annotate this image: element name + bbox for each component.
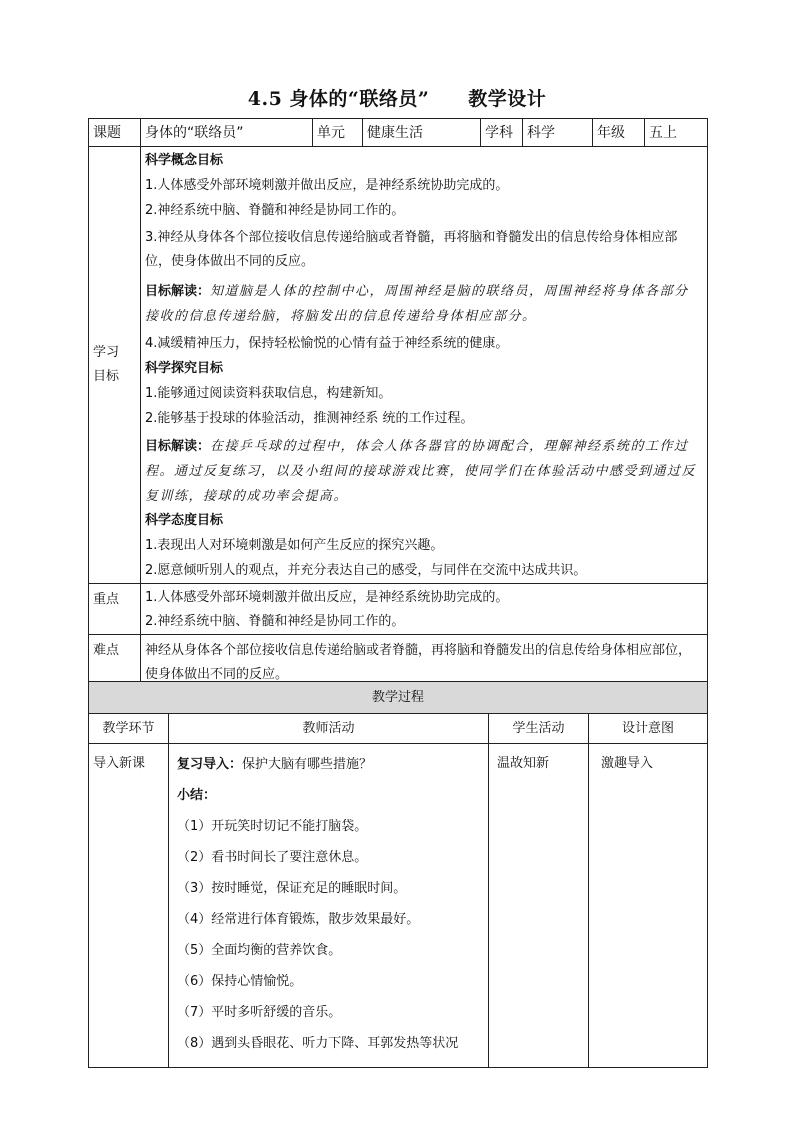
attitude-item-2: 2.愿意倾听别人的观点，并充分表达自己的感受，与同伴在交流中达成共识。 <box>145 563 587 578</box>
concept-item-4: 4.减缓精神压力，保持轻松愉悦的心情有益于神经系统的健康。 <box>145 336 509 351</box>
process-band: 教学过程 <box>89 682 708 714</box>
summary-item-5: （5）全面均衡的营养饮食。 <box>177 943 342 958</box>
concept-item-2: 2.神经系统中脑、脊髓和神经是协同工作的。 <box>145 203 405 218</box>
unit-value: 健康生活 <box>363 119 481 147</box>
objectives-content <box>141 147 708 584</box>
grade-label: 年级 <box>593 119 645 147</box>
concept-note-text: 知道脑是人体的控制中心，周围神经是脑的联络员，周围神经将身体各部分接收的信息传递给脑，将脑发出的信息传递给身体相应部分。 <box>145 284 689 324</box>
summary-item-1: （1）开玩笑时切记不能打脑袋。 <box>177 819 368 834</box>
objectives-row <box>89 147 708 584</box>
topic-value: 身体的“联络员” <box>141 119 313 147</box>
page-title: 4.5 身体的“联络员” 教学设计 <box>247 88 547 110</box>
process-column-headers <box>89 714 708 744</box>
topic-label: 课题 <box>89 119 141 147</box>
teacher-activity-cell <box>169 744 489 1068</box>
summary-label: 小结： <box>177 788 217 803</box>
concept-heading: 科学概念目标 <box>145 153 224 168</box>
objectives-label-text: 学习目标 <box>93 345 120 384</box>
keypoint-item-1: 1.人体感受外部环境刺激并做出反应，是神经系统协助完成的。 <box>145 590 509 605</box>
col-teacher: 教师活动 <box>169 714 489 744</box>
inquiry-heading: 科学探究目标 <box>145 361 224 376</box>
grade-value: 五上 <box>645 119 708 147</box>
summary-item-2: （2）看书时间长了要注意休息。 <box>177 850 368 865</box>
inquiry-note-label: 目标解读： <box>145 439 211 454</box>
keypoints-row <box>89 584 708 635</box>
summary-item-7: （7）平时多听舒缓的音乐。 <box>177 1005 342 1020</box>
process-row-intro <box>89 744 708 1068</box>
inquiry-note <box>145 434 703 509</box>
col-student: 学生活动 <box>489 714 589 744</box>
review-line <box>177 754 484 775</box>
inquiry-note-text: 在接乒乓球的过程中，体会人体各器官的协调配合，理解神经系统的工作过程。通过反复练习，以及小组间的接球游戏比赛，使同学们在体验活动中感受到通过反复训练，接球的成功率会提高。 <box>145 439 697 504</box>
attitude-item-1: 1.表现出人对环境刺激是如何产生反应的探究兴趣。 <box>145 538 444 553</box>
keypoints-content <box>141 584 708 635</box>
inquiry-item-1: 1.能够通过阅读资料获取信息，构建新知。 <box>145 386 392 401</box>
teaching-process-table <box>88 681 708 1068</box>
concept-note-label: 目标解读： <box>145 284 211 299</box>
review-label: 复习导入： <box>177 757 243 772</box>
review-text: 保护大脑有哪些措施？ <box>242 757 373 772</box>
col-stage: 教学环节 <box>89 714 169 744</box>
difficulty-text: 神经从身体各个部位接收信息传递给脑或者脊髓，再将脑和脊髓发出的信息传给身体相应部位，使身体做出不同的反应。 <box>141 635 708 692</box>
summary-item-6: （6）保持心情愉悦。 <box>177 974 303 989</box>
inquiry-item-2: 2.能够基于投球的体验活动，推测神经系 统的工作过程。 <box>145 411 474 426</box>
summary-item-8: （8）遇到头昏眼花、听力下降、耳郭发热等状况 <box>177 1036 459 1051</box>
unit-label: 单元 <box>313 119 363 147</box>
col-intent: 设计意图 <box>589 714 708 744</box>
student-activity-cell: 温故知新 <box>489 744 589 1068</box>
concept-item-1: 1.人体感受外部环境刺激并做出反应，是神经系统协助完成的。 <box>145 178 509 193</box>
difficulty-label: 难点 <box>89 635 141 692</box>
subject-label: 学科 <box>481 119 523 147</box>
concept-note <box>145 279 703 329</box>
concept-item-3: 3.神经从身体各个部位接收信息传递给脑或者脊髓，再将脑和脊髓发出的信息传给身体相应部位，使身体做出不同的反应。 <box>145 230 678 269</box>
summary-item-4: （4）经常进行体育锻炼，散步效果最好。 <box>177 912 420 927</box>
header-row <box>89 119 708 147</box>
keypoints-label: 重点 <box>89 584 141 635</box>
subject-value: 科学 <box>523 119 593 147</box>
stage-cell: 导入新课 <box>89 744 169 1068</box>
attitude-heading: 科学态度目标 <box>145 513 224 528</box>
keypoint-item-2: 2.神经系统中脑、脊髓和神经是协同工作的。 <box>145 614 405 629</box>
lesson-info-table <box>88 118 708 692</box>
design-intent-cell: 激趣导入 <box>589 744 708 1068</box>
summary-item-3: （3）按时睡觉，保证充足的睡眠时间。 <box>177 881 407 896</box>
objectives-label <box>89 147 141 584</box>
